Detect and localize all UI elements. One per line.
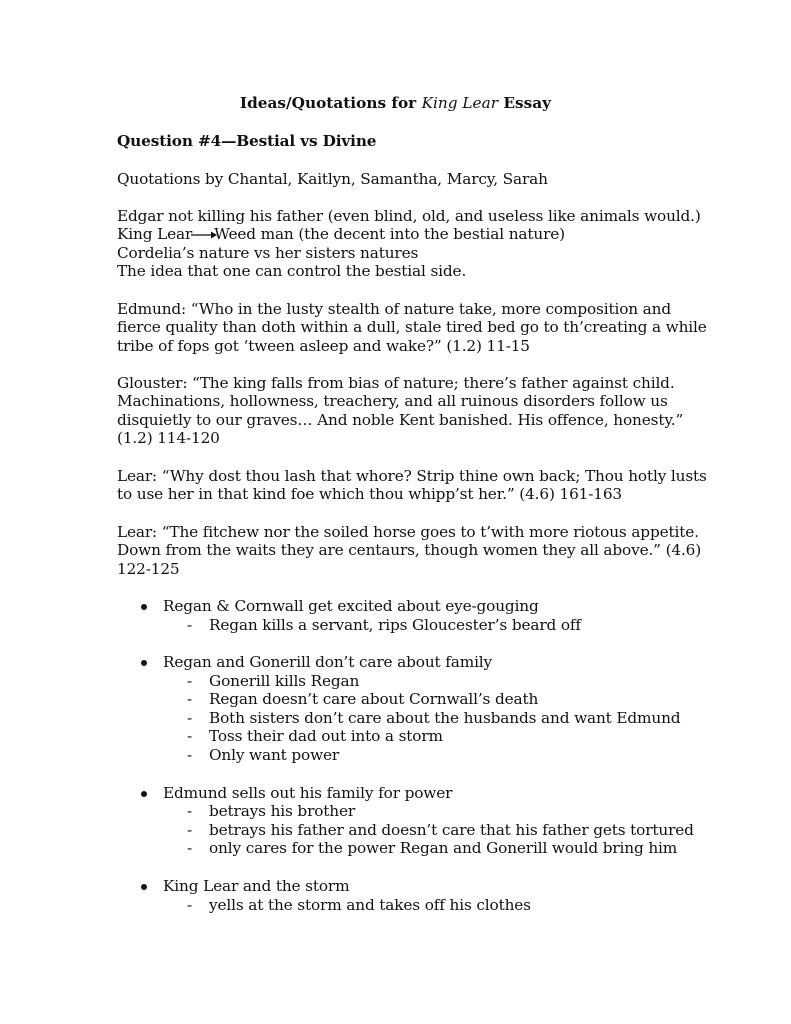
dash-icon: - [187,746,193,764]
sub-item: only cares for the power Regan and Gonerill would bring him [209,839,678,857]
dash-icon: - [187,616,193,634]
quote-lear2-line: 122-125 [117,560,180,578]
quote-edmund-line: tribe of fops got ‘tween asleep and wake?” (1.2) 11-15 [117,337,530,355]
bullet-icon [141,604,147,610]
bullet-item: Edmund sells out his family for power [163,784,453,802]
bullet-icon [141,884,147,890]
note-king-lear [117,225,565,244]
sub-item: Regan doesn’t care about Cornwall’s death [209,690,539,708]
quote-edmund-line: fierce quality than doth within a dull, stale tired bed go to th’creating a while [117,318,707,336]
note-control: The idea that one can control the bestial side. [117,262,467,280]
sub-item: Toss their dad out into a storm [209,727,443,745]
sub-item: betrays his father and doesn’t care that his father gets tortured [209,821,694,839]
quote-lear2-line: Lear: “The fitchew nor the soiled horse goes to t’with more riotous appetite. [117,523,699,541]
dash-icon: - [187,839,193,857]
sub-item: Only want power [209,746,340,764]
bullet-icon [141,791,147,797]
bullet-item: Regan and Gonerill don’t care about family [163,653,493,671]
quote-lear2-line: Down from the waits they are centaurs, though women they all above.” (4.6) [117,541,702,559]
dash-icon: - [187,821,193,839]
quote-lear1-line: Lear: “Why dost thou lash that whore? Strip thine own back; Thou hotly lusts [117,467,707,485]
dash-icon: - [187,727,193,745]
quote-glouster-line: (1.2) 114-120 [117,429,220,447]
note-edgar: Edgar not killing his father (even blind, old, and useless like animals would.) [117,207,701,225]
sub-item: Gonerill kills Regan [209,672,360,690]
king-lear-label: King Lear [117,225,193,243]
dash-icon: - [187,709,193,727]
quote-edmund-line: Edmund: “Who in the lusty stealth of nature take, more composition and [117,300,671,318]
title-suffix: Essay [498,94,552,112]
quote-glouster-line: Glouster: “The king falls from bias of nature; there’s father against child. [117,374,675,392]
title-play-name: King Lear [421,94,499,112]
note-cordelia: Cordelia’s nature vs her sisters natures [117,244,419,262]
dash-icon: - [187,672,193,690]
question-heading: Question #4—Bestial vs Divine [117,132,377,150]
bullet-icon [141,660,147,666]
dash-icon: - [187,802,193,820]
document-title [0,94,791,113]
credits-line: Quotations by Chantal, Kaitlyn, Samantha, Marcy, Sarah [117,170,548,188]
quote-glouster-line: disquietly to our graves… And noble Kent banished. His offence, honesty.” [117,411,684,429]
quote-lear1-line: to use her in that kind foe which thou whipp’st her.” (4.6) 161-163 [117,485,623,503]
sub-item: Regan kills a servant, rips Gloucester’s beard off [209,616,581,634]
king-lear-rest: Weed man (the decent into the bestial nature) [214,225,565,243]
sub-item: Both sisters don’t care about the husbands and want Edmund [209,709,681,727]
sub-item: betrays his brother [209,802,356,820]
dash-icon: - [187,896,193,914]
quote-glouster-line: Machinations, hollowness, treachery, and all ruinous disorders follow us [117,392,668,410]
title-prefix: Ideas/Quotations for [239,94,422,112]
sub-item: yells at the storm and takes off his clothes [209,896,531,914]
dash-icon: - [187,690,193,708]
bullet-item: Regan & Cornwall get excited about eye-gouging [163,597,539,615]
bullet-item: King Lear and the storm [163,877,350,895]
